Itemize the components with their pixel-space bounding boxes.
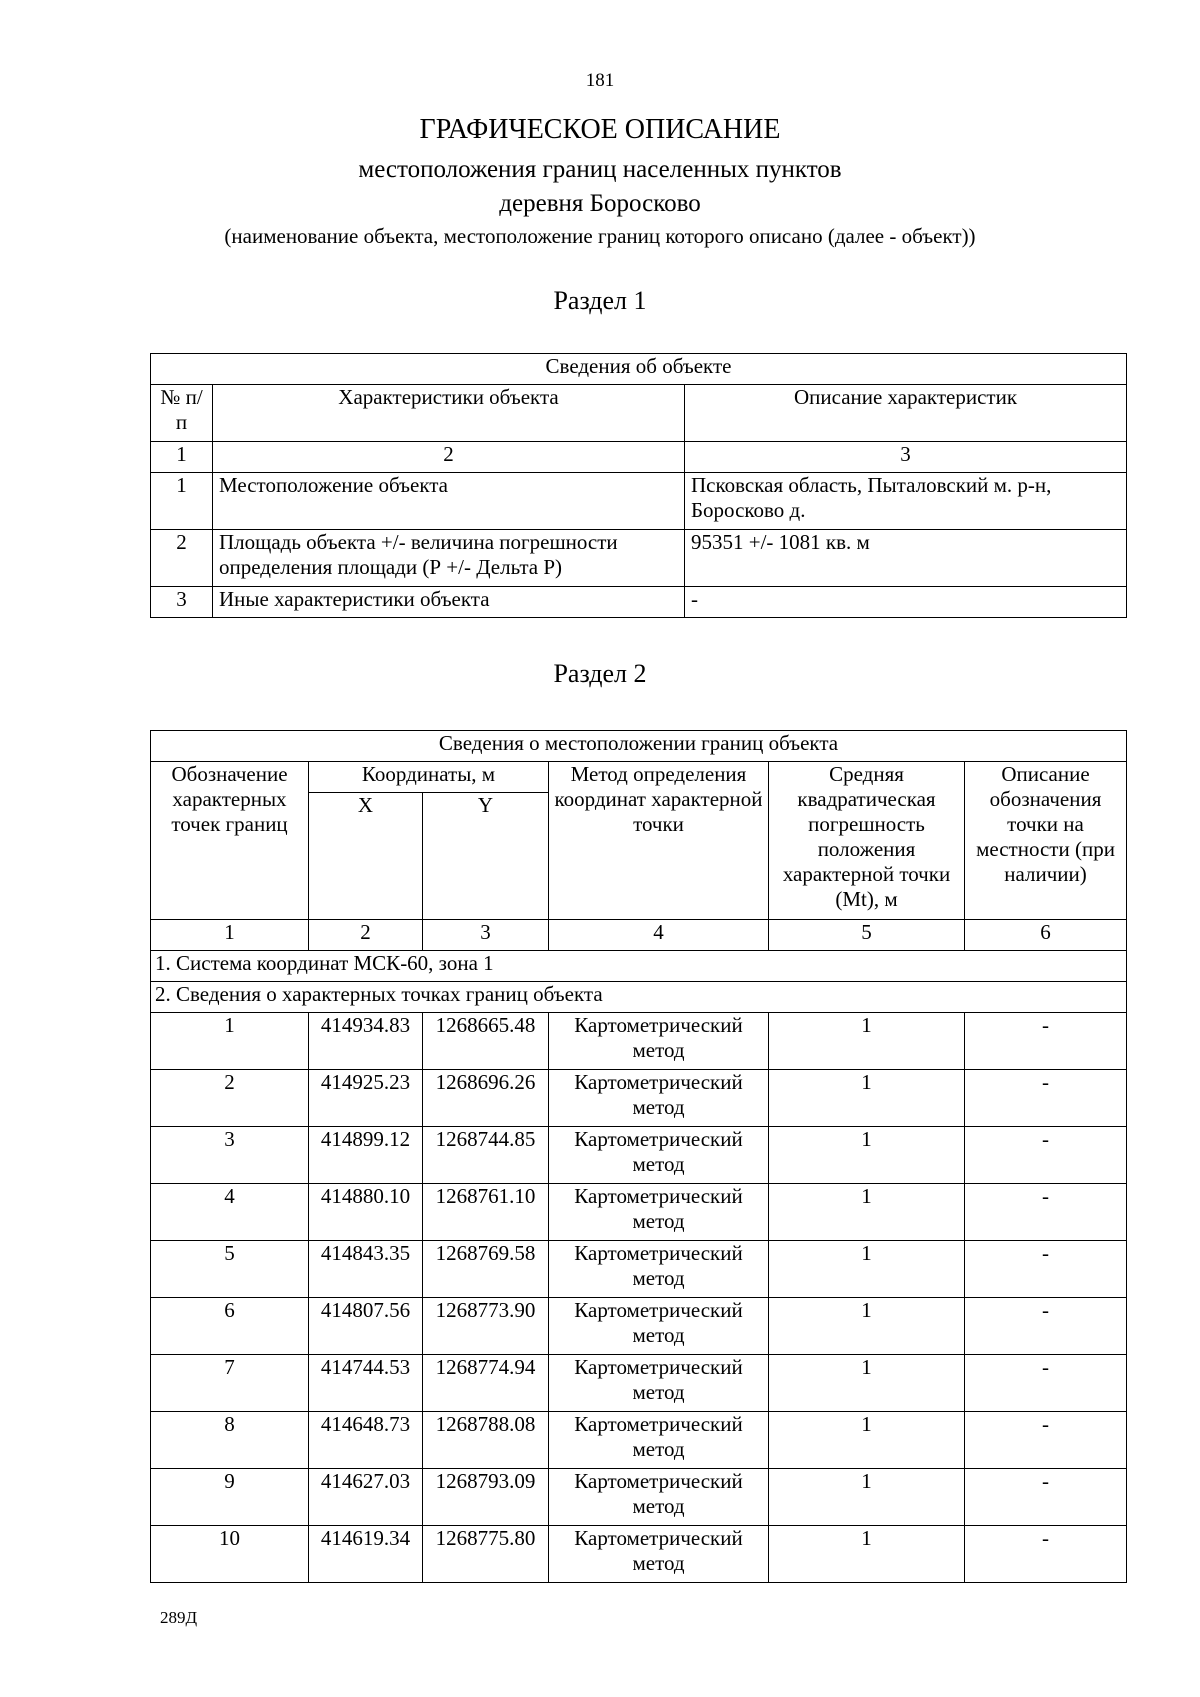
coord-x: 414619.34: [309, 1526, 423, 1583]
document-subtitle-2: деревня Боросково: [499, 190, 701, 217]
document-subtitle-1: местоположения границ населенных пунктов: [358, 156, 842, 183]
table-row: [151, 587, 1127, 618]
point-description: -: [965, 1127, 1127, 1184]
mean-error: 1: [769, 1184, 965, 1241]
coord-y: 1268773.90: [423, 1298, 549, 1355]
table-row: [151, 1355, 1127, 1412]
point-number: 3: [151, 1127, 309, 1184]
footer-code: 289Д: [160, 1608, 198, 1627]
mean-error: 1: [769, 1526, 965, 1583]
coord-y: 1268761.10: [423, 1184, 549, 1241]
row-value: -: [685, 587, 1127, 618]
coord-y: 1268665.48: [423, 1013, 549, 1070]
mean-error: 1: [769, 1355, 965, 1412]
point-number: 6: [151, 1298, 309, 1355]
table-row: [151, 530, 1127, 587]
coord-y: 1268793.09: [423, 1469, 549, 1526]
table-row: [151, 1412, 1127, 1469]
mean-error: 1: [769, 1127, 965, 1184]
document-subtitle-3: (наименование объекта, местоположение границ которого описано (далее - объект)): [224, 224, 976, 248]
section-1-heading: Раздел 1: [553, 286, 647, 315]
method: Картометрический метод: [549, 1127, 769, 1184]
method: Картометрический метод: [549, 1469, 769, 1526]
row-name: Площадь объекта +/- величина погрешности определения площади (Р +/- Дельта Р): [213, 530, 685, 587]
point-number: 1: [151, 1013, 309, 1070]
method: Картометрический метод: [549, 1298, 769, 1355]
coord-y: 1268775.80: [423, 1526, 549, 1583]
mean-error: 1: [769, 1469, 965, 1526]
coord-y: 1268696.26: [423, 1070, 549, 1127]
point-description: -: [965, 1070, 1127, 1127]
col-number-4: 4: [549, 920, 769, 951]
row-num: 2: [151, 530, 213, 587]
header-error: Средняя квадратическая погрешность положения характерной точки (Mt), м: [769, 762, 965, 920]
boundary-table-title: Сведения о местоположении границ объекта: [151, 731, 1127, 762]
coord-x: 414627.03: [309, 1469, 423, 1526]
method: Картометрический метод: [549, 1355, 769, 1412]
table-row: [151, 473, 1127, 530]
header-method: Метод определения координат характерной точки: [549, 762, 769, 920]
col-number-3: 3: [423, 920, 549, 951]
point-description: -: [965, 1298, 1127, 1355]
coord-x: 414648.73: [309, 1412, 423, 1469]
coord-x: 414934.83: [309, 1013, 423, 1070]
table-row: [151, 1070, 1127, 1127]
mean-error: 1: [769, 1412, 965, 1469]
table-row: [151, 1469, 1127, 1526]
coord-x: 414843.35: [309, 1241, 423, 1298]
col-number-1: 1: [151, 442, 213, 473]
table-row: [151, 1127, 1127, 1184]
col-number-2: 2: [309, 920, 423, 951]
point-number: 7: [151, 1355, 309, 1412]
row-num: 3: [151, 587, 213, 618]
col-number-2: 2: [213, 442, 685, 473]
coord-y: 1268788.08: [423, 1412, 549, 1469]
point-description: -: [965, 1241, 1127, 1298]
header-description: Описание характеристик: [685, 385, 1127, 442]
method: Картометрический метод: [549, 1241, 769, 1298]
mean-error: 1: [769, 1298, 965, 1355]
header-characteristics: Характеристики объекта: [213, 385, 685, 442]
row-num: 1: [151, 473, 213, 530]
section-2-heading: Раздел 2: [553, 659, 647, 688]
table-row: [151, 1298, 1127, 1355]
row-name: Иные характеристики объекта: [213, 587, 685, 618]
method: Картометрический метод: [549, 1526, 769, 1583]
point-description: -: [965, 1355, 1127, 1412]
col-number-1: 1: [151, 920, 309, 951]
point-number: 2: [151, 1070, 309, 1127]
method: Картометрический метод: [549, 1412, 769, 1469]
mean-error: 1: [769, 1070, 965, 1127]
coord-x: 414899.12: [309, 1127, 423, 1184]
col-number-3: 3: [685, 442, 1127, 473]
header-num: № п/п: [151, 385, 213, 442]
col-number-5: 5: [769, 920, 965, 951]
header-coords: Координаты, м: [309, 762, 549, 793]
object-info-table: [150, 353, 1127, 618]
point-description: -: [965, 1526, 1127, 1583]
header-description: Описание обозначения точки на местности (при наличии): [965, 762, 1127, 920]
row-value: 95351 +/- 1081 кв. м: [685, 530, 1127, 587]
point-description: -: [965, 1469, 1127, 1526]
row-value: Псковская область, Пыталовский м. р-н, Боросково д.: [685, 473, 1127, 530]
point-number: 4: [151, 1184, 309, 1241]
header-x: X: [309, 793, 423, 920]
method: Картометрический метод: [549, 1013, 769, 1070]
table-row: [151, 1184, 1127, 1241]
point-number: 10: [151, 1526, 309, 1583]
coord-y: 1268769.58: [423, 1241, 549, 1298]
coord-x: 414880.10: [309, 1184, 423, 1241]
method: Картометрический метод: [549, 1184, 769, 1241]
object-info-table-title: Сведения об объекте: [151, 354, 1127, 385]
document-title: ГРАФИЧЕСКОЕ ОПИСАНИЕ: [419, 114, 781, 145]
table-row: [151, 1013, 1127, 1070]
coord-x: 414744.53: [309, 1355, 423, 1412]
coord-y: 1268744.85: [423, 1127, 549, 1184]
point-description: -: [965, 1412, 1127, 1469]
header-y: Y: [423, 793, 549, 920]
point-description: -: [965, 1013, 1127, 1070]
point-number: 8: [151, 1412, 309, 1469]
row-name: Местоположение объекта: [213, 473, 685, 530]
mean-error: 1: [769, 1241, 965, 1298]
coord-y: 1268774.94: [423, 1355, 549, 1412]
mean-error: 1: [769, 1013, 965, 1070]
coord-system: 1. Система координат МСК-60, зона 1: [151, 951, 1127, 982]
point-description: -: [965, 1184, 1127, 1241]
boundary-points-table: [150, 730, 1127, 1583]
point-number: 9: [151, 1469, 309, 1526]
point-number: 5: [151, 1241, 309, 1298]
method: Картометрический метод: [549, 1070, 769, 1127]
table-row: [151, 1241, 1127, 1298]
table-row: [151, 1526, 1127, 1583]
coord-x: 414807.56: [309, 1298, 423, 1355]
points-heading: 2. Сведения о характерных точках границ объекта: [151, 982, 1127, 1013]
header-point: Обозначение характерных точек границ: [151, 762, 309, 920]
coord-x: 414925.23: [309, 1070, 423, 1127]
col-number-6: 6: [965, 920, 1127, 951]
page-number: 181: [585, 70, 615, 91]
